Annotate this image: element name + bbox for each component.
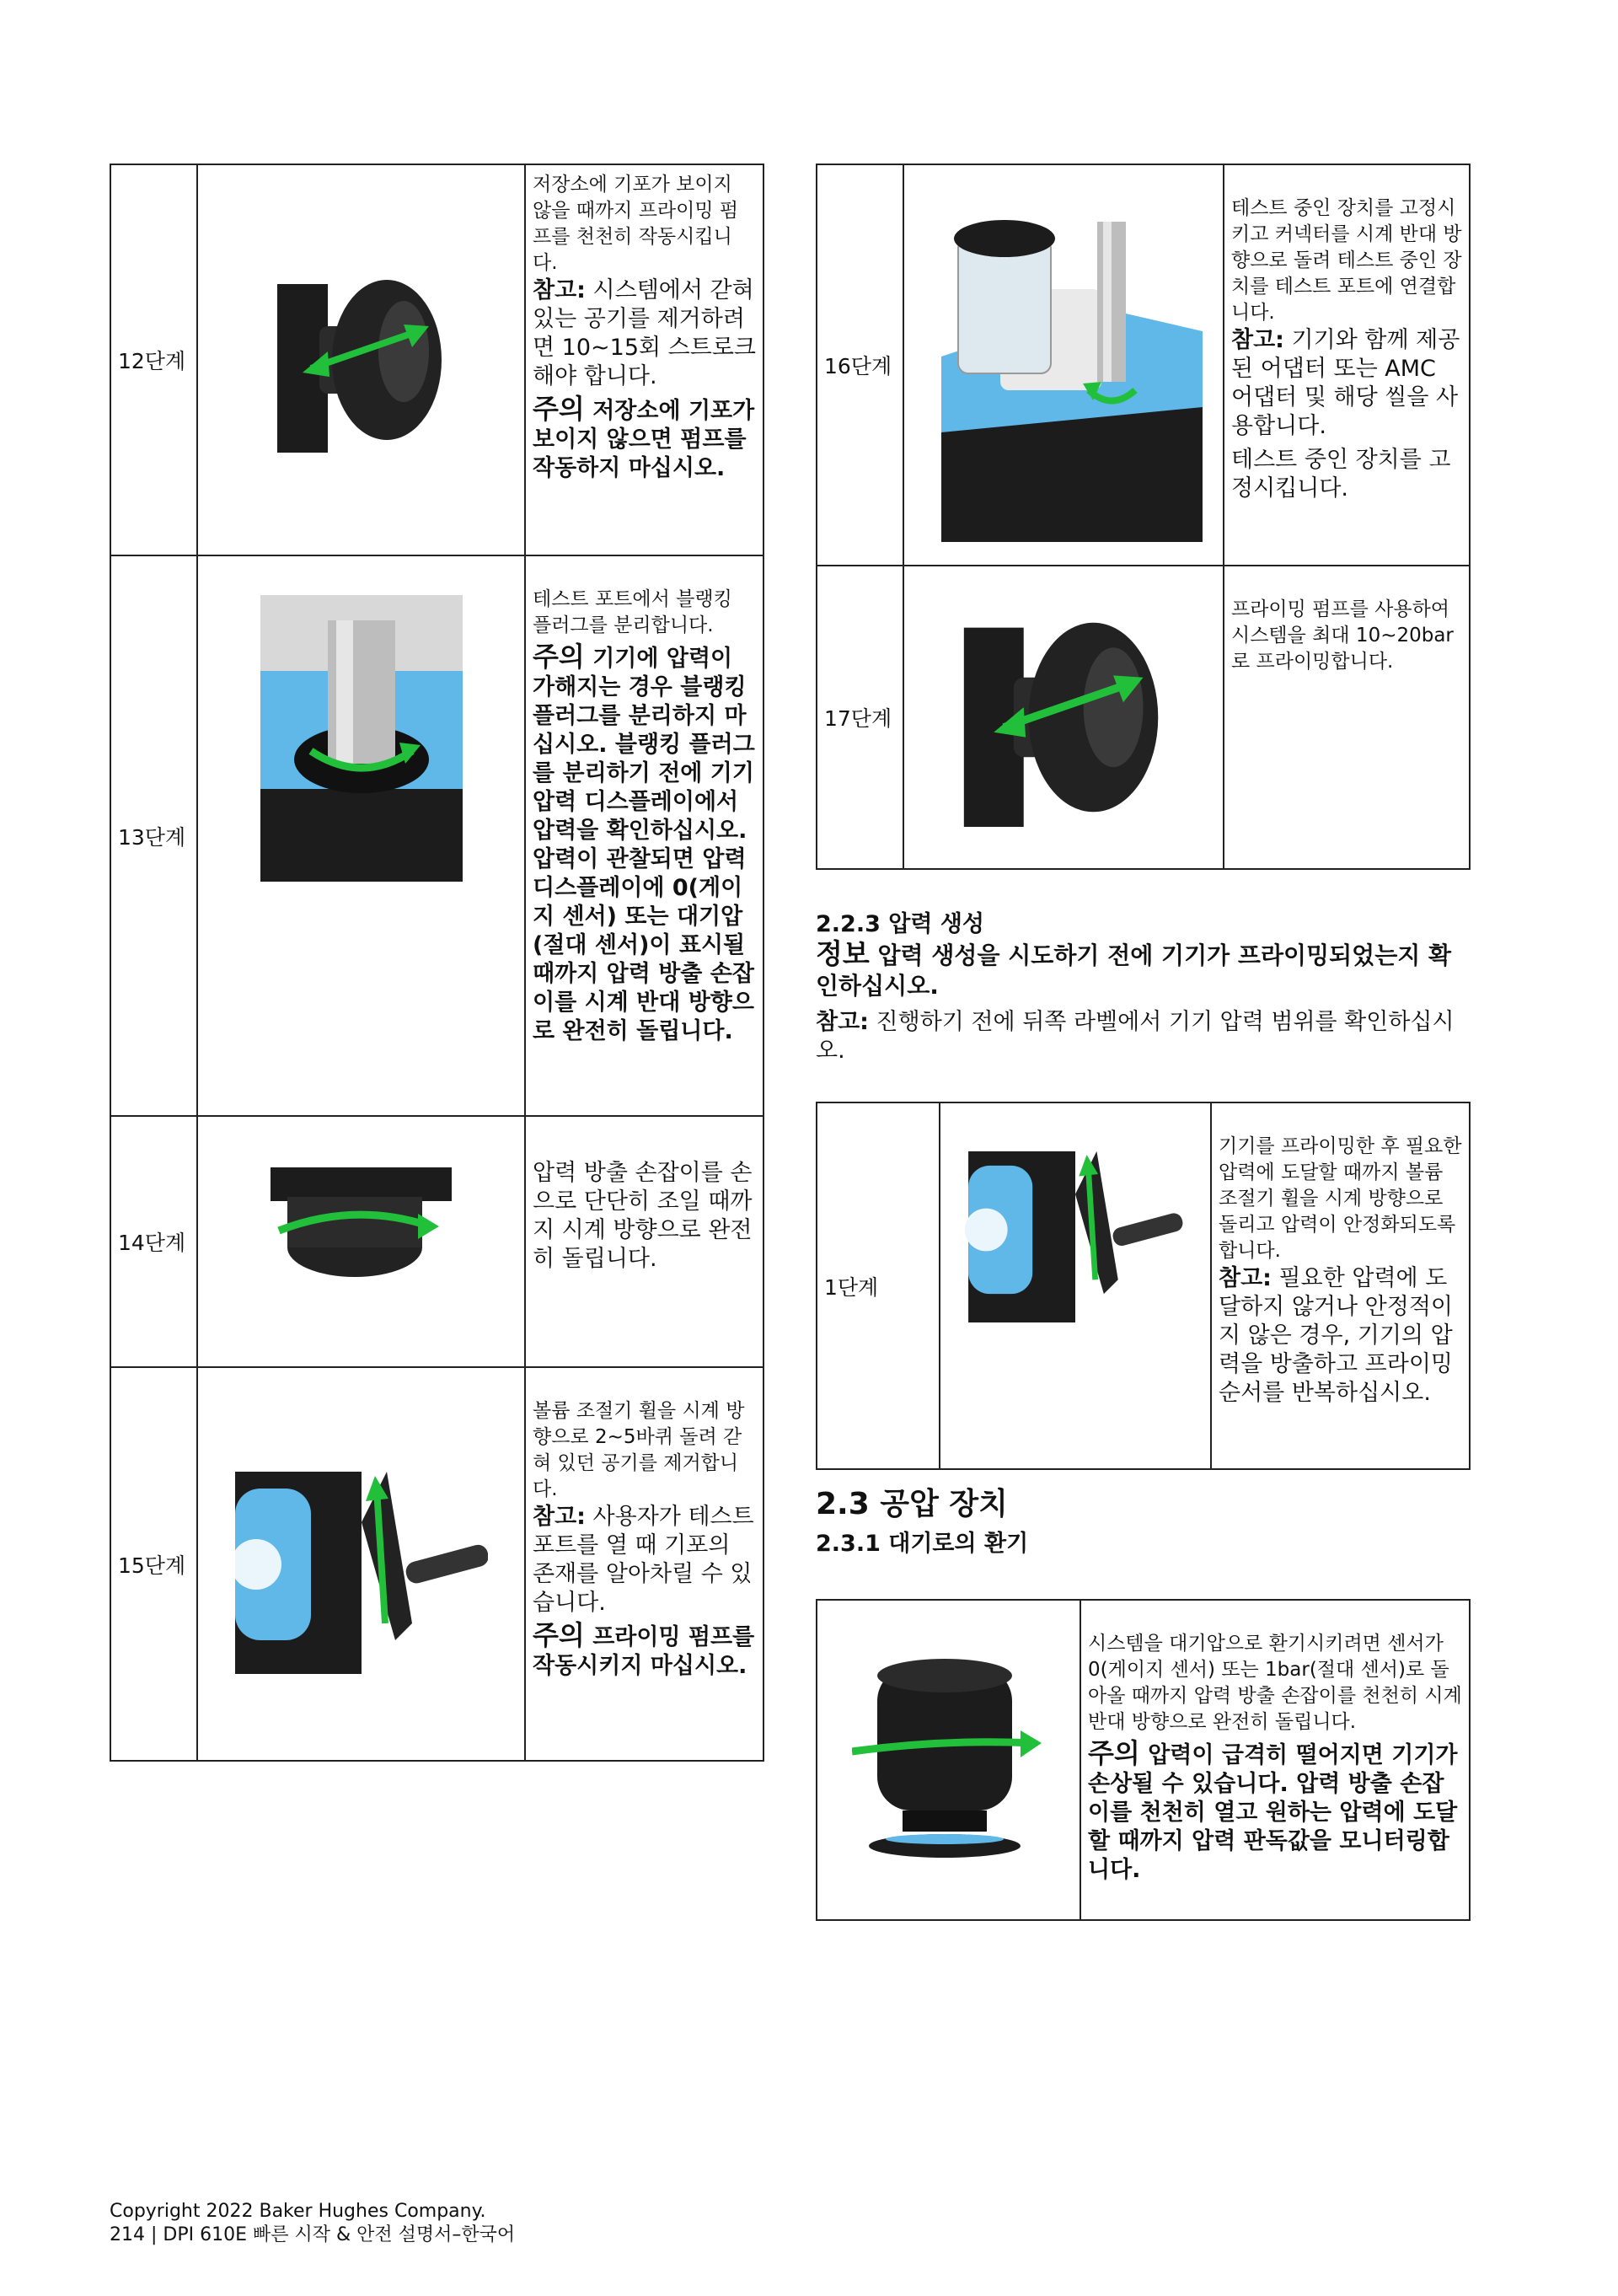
step-label: 17단계 [817,566,903,869]
step-text-cell [1211,1102,1470,1469]
step-instruction: 기기를 프라이밍한 후 필요한 압력에 도달할 때까지 볼륨 조절기 휠을 시계 방향으로 돌리고 압력이 안정화되도록 합니다. [1219,1135,1462,1262]
step-instruction: 테스트 중인 장치를 고정시키고 커넥터를 시계 반대 방향으로 돌려 테스트 중인 장치를 테스트 포트에 연결합니다. [1231,197,1462,324]
step-instruction: 시스템을 대기압으로 환기시키려면 센서가 0(게이지 센서) 또는 1bar(절대 센서)로 돌아올 때까지 압력 방출 손잡이를 천천히 시계 반대 방향으로 완전히 돌립니다. [1088,1633,1462,1733]
note-label: 참고: [1231,327,1284,353]
volume-adjuster-icon [949,1137,1202,1322]
step-instruction: 테스트 중인 장치를 고정시킵니다. [1231,447,1451,502]
note-label: 참고: [1219,1265,1272,1291]
vent-table [816,1599,1471,1921]
step-row-1 [817,1102,1470,1469]
step-text-cell [525,1116,763,1367]
note-text: 필요한 압력에 도달하지 않거나 안정적이지 않은 경우, 기기의 압력을 방출하고 프라이밍 순서를 반복하십시오. [1219,1265,1453,1406]
caution-label: 주의 [533,393,585,425]
page-footer [110,2200,515,2247]
step-row-14 [110,1116,763,1367]
caution-text: 저장소에 기포가 보이지 않으면 펌프를 작동하지 마십시오. [533,398,755,481]
step-instruction: 테스트 포트에서 블랭킹 플러그를 분리합니다. [533,588,732,636]
caution-label: 주의 [533,1619,585,1651]
page-number-title: 214 | DPI 610E 빠른 시작 & 안전 설명서–한국어 [110,2224,516,2245]
info-text: 압력 생성을 시도하기 전에 기기가 프라이밍되었는지 확인하십시오. [816,941,1452,1000]
note-text: 사용자가 테스트 포트를 열 때 기포의 존재를 알아차릴 수 있습니다. [533,1504,754,1616]
step-row-15 [110,1367,763,1761]
right-steps-table [816,164,1471,870]
priming-pump-icon [277,267,446,453]
note-label: 참고: [533,277,586,303]
step-row-12 [110,164,763,555]
caution-text: 프라이밍 펌프를 작동시키지 마십시오. [533,1624,755,1679]
step-label: 16단계 [817,164,903,566]
step-image-cell [197,555,525,1116]
step-label: 15단계 [110,1367,197,1761]
step-text-cell [1080,1600,1470,1920]
section-2-3 [816,1485,1465,1559]
vent-row [817,1600,1470,1920]
info-label: 정보 [816,937,870,970]
release-knob-icon [852,1659,1046,1861]
step-label: 12단계 [110,164,197,555]
step-instruction: 프라이밍 펌프를 사용하여 시스템을 최대 10~20bar로 프라이밍합니다. [1231,598,1454,673]
section-heading: 2.2.3 압력 생성 [816,911,985,937]
step-image-cell [903,164,1224,566]
volume-adjuster-icon [235,1455,488,1674]
step-row-16 [817,164,1470,566]
device-under-test-icon [924,188,1203,542]
caution-label: 주의 [1088,1737,1140,1769]
step-label: 14단계 [110,1116,197,1367]
step-instruction: 압력 방출 손잡이를 손으로 단단히 조일 때까지 시계 방향으로 완전히 돌립니다. [533,1160,753,1272]
step-image-cell [817,1600,1080,1920]
step-instruction: 저장소에 기포가 보이지 않을 때까지 프라이밍 펌프를 천천히 작동시킵니다. [533,174,739,274]
step-row-13 [110,555,763,1116]
note-label: 참고: [533,1504,586,1530]
subsection-heading: 2.3.1 대기로의 환기 [816,1531,1029,1557]
section-2-2-3 [816,910,1465,1065]
step-image-cell [197,1116,525,1367]
step-image-cell [940,1102,1211,1469]
step-row-17 [817,566,1470,869]
step-text-cell [525,1367,763,1761]
step-label: 1단계 [817,1102,940,1469]
note-text: 진행하기 전에 뒤쪽 라벨에서 기기 압력 범위를 확인하십시오. [816,1009,1455,1064]
left-steps-table [110,164,764,1762]
section-heading: 2.3 공압 장치 [816,1487,1008,1521]
step-text-cell [525,164,763,555]
step-text-cell [1224,566,1470,869]
note-label: 참고: [816,1009,869,1035]
caution-text: 압력이 급격히 떨어지면 기기가 손상될 수 있습니다. 압력 방출 손잡이를 천천히 열고 원하는 압력에 도달할 때까지 압력 판독값을 모니터링합니다. [1088,1742,1458,1883]
release-knob-icon [271,1167,452,1277]
step-image-cell [197,1367,525,1761]
blanking-plug-icon [260,595,463,882]
pressure-steps-table [816,1102,1471,1470]
caution-label: 주의 [533,641,585,673]
step-label: 13단계 [110,555,197,1116]
note-text: 기기와 함께 제공된 어댑터 또는 AMC 어댑터 및 해당 씰을 사용합니다. [1231,327,1460,439]
priming-pump-icon [958,608,1169,827]
step-image-cell [197,164,525,555]
note-text: 시스템에서 갇혀 있는 공기를 제거하려면 10~15회 스트로크해야 합니다. [533,277,756,389]
step-text-cell [525,555,763,1116]
step-text-cell [1224,164,1470,566]
step-instruction: 볼륨 조절기 휠을 시계 방향으로 2~5바퀴 돌려 갇혀 있던 공기를 제거합니다. [533,1400,745,1500]
copyright-text: Copyright 2022 Baker Hughes Company. [110,2201,486,2222]
caution-text: 기기에 압력이 가해지는 경우 블랭킹 플러그를 분리하지 마십시오. 블랭킹 플러그를 분리하기 전에 기기 압력 디스플레이에서 압력을 확인하십시오. 압력이 관찰되면 압력 디스플레이에 0(게이지 센서) 또는 대기압(절대 센서)이 표시될 때까지 압력 방출 손잡이를 시계 반대 방향으로 완전히 돌립니다. [533,646,755,1044]
step-image-cell [903,566,1224,869]
